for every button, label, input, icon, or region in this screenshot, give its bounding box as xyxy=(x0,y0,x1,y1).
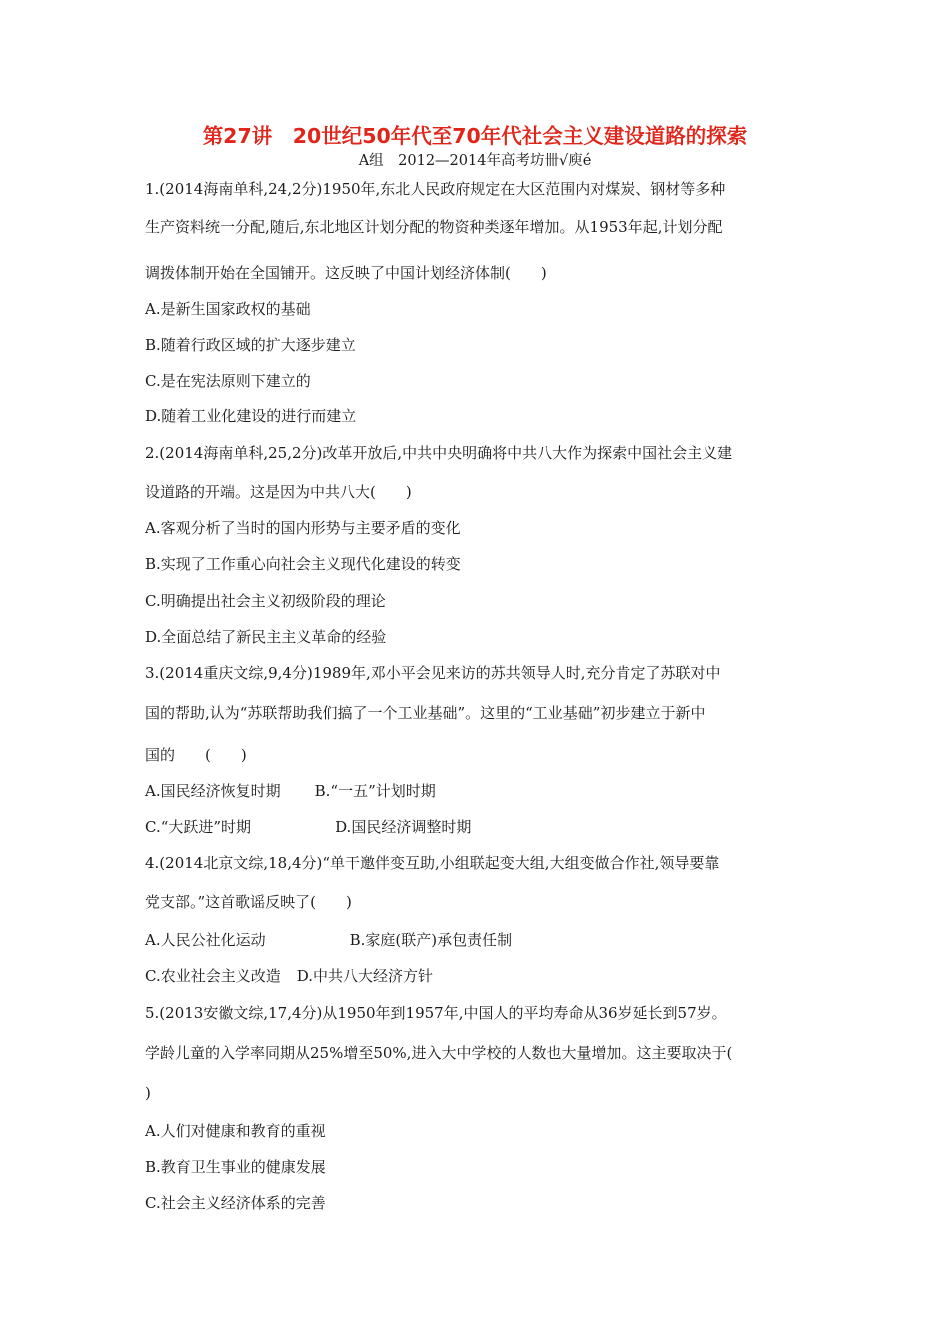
q4-option-b: B.家庭(联产)承包责任制 xyxy=(349,931,513,949)
q4-option-a: A.人民公社化运动 xyxy=(145,931,266,949)
q3-stem-line-2: 国的帮助,认为“苏联帮助我们搞了一个工业基础”。这里的“工业基础”初步建立于新中 xyxy=(145,704,706,722)
q5-stem-line-1: 5.(2013安徽文综,17,4分)从1950年到1957年,中国人的平均寿命从36岁延长到57岁。 xyxy=(145,1004,727,1022)
q5-option-c: C.社会主义经济体系的完善 xyxy=(145,1194,326,1212)
q1-option-a: A.是新生国家政权的基础 xyxy=(145,300,311,318)
q2-option-d: D.全面总结了新民主主义革命的经验 xyxy=(145,628,387,646)
q2-option-b: B.实现了工作重心向社会主义现代化建设的转变 xyxy=(145,555,461,573)
q5-stem-line-2: 学龄儿童的入学率同期从25%增至50%,进入大中学校的人数也大量增加。这主要取决于( xyxy=(145,1044,733,1062)
q3-option-a: A.国民经济恢复时期 xyxy=(145,782,281,800)
q2-option-a: A.客观分析了当时的国内形势与主要矛盾的变化 xyxy=(145,519,461,537)
q5-option-a: A.人们对健康和教育的重视 xyxy=(145,1122,326,1140)
q1-option-c: C.是在宪法原则下建立的 xyxy=(145,372,311,390)
lesson-title: 第27讲 20世纪50年代至70年代社会主义建设道路的探索 xyxy=(202,124,748,148)
q2-stem-line-1: 2.(2014海南单科,25,2分)改革开放后,中共中央明确将中共八大作为探索中国社会主义建 xyxy=(145,444,733,462)
q4-stem-line-1: 4.(2014北京文综,18,4分)“单干邀伴变互助,小组联起变大组,大组变做合作社,领导要靠 xyxy=(145,854,720,872)
q4-option-row-2 xyxy=(145,965,433,987)
q3-option-row-1 xyxy=(145,780,436,802)
q2-option-c: C.明确提出社会主义初级阶段的理论 xyxy=(145,592,386,610)
q3-stem-line-3: 国的 ( ) xyxy=(145,746,247,764)
q4-option-d: D.中共八大经济方针 xyxy=(296,967,433,985)
q2-stem-line-2: 设道路的开端。这是因为中共八大( ) xyxy=(145,483,412,501)
q1-stem-line-2: 生产资料统一分配,随后,东北地区计划分配的物资种类逐年增加。从1953年起,计划分配 xyxy=(145,218,723,236)
q1-stem-line-1: 1.(2014海南单科,24,2分)1950年,东北人民政府规定在大区范围内对煤炭、钢材等多种 xyxy=(145,180,726,198)
section-subtitle: A组 2012—2014年高考坊卌√庾é xyxy=(358,153,592,169)
q5-stem-line-3: ) xyxy=(145,1084,151,1102)
q1-option-d: D.随着工业化建设的进行而建立 xyxy=(145,407,357,425)
q1-stem-line-3: 调拨体制开始在全国铺开。这反映了中国计划经济体制( ) xyxy=(145,264,547,282)
q3-option-row-2 xyxy=(145,816,471,838)
q1-option-b: B.随着行政区域的扩大逐步建立 xyxy=(145,336,356,354)
q4-option-row-1 xyxy=(145,929,512,951)
q3-stem-line-1: 3.(2014重庆文综,9,4分)1989年,邓小平会见来访的苏共领导人时,充分肯定了苏联对中 xyxy=(145,664,721,682)
q3-option-c: C.“大跃进”时期 xyxy=(145,818,252,836)
q3-option-d: D.国民经济调整时期 xyxy=(335,818,472,836)
q4-stem-line-2: 党支部。”这首歌谣反映了( ) xyxy=(145,893,352,911)
q4-option-c: C.农业社会主义改造 xyxy=(145,967,281,985)
q5-option-b: B.教育卫生事业的健康发展 xyxy=(145,1158,326,1176)
q3-option-b: B.“一五”计划时期 xyxy=(314,782,436,800)
